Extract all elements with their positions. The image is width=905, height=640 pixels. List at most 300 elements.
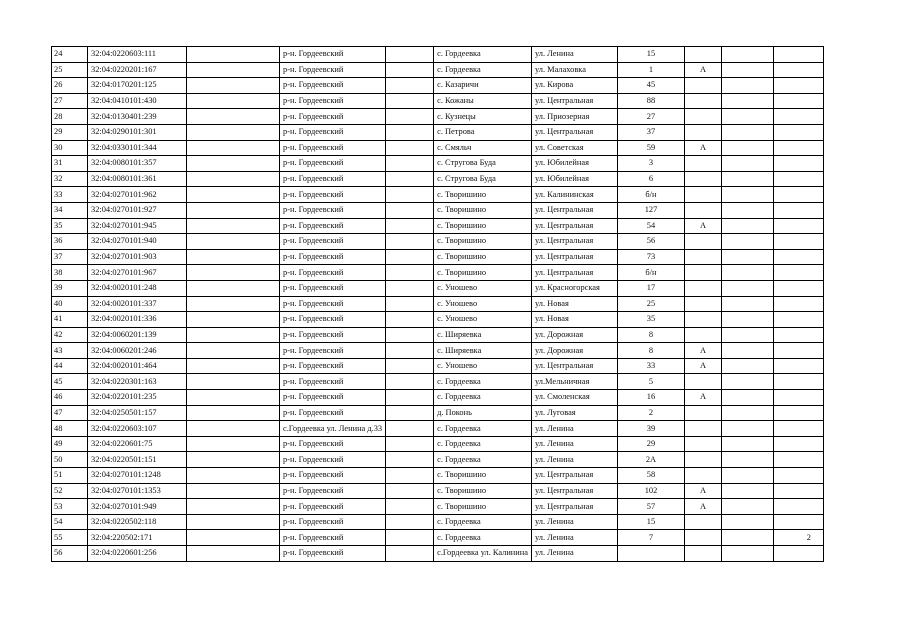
empty-cell <box>386 483 434 499</box>
building-letter-cell <box>684 202 721 218</box>
district-cell: р-н. Гордеевский <box>280 62 386 78</box>
empty-cell <box>721 202 773 218</box>
district-cell: р-н. Гордеевский <box>280 280 386 296</box>
settlement-cell: с. Уношево <box>434 358 532 374</box>
table-row <box>52 47 824 63</box>
empty-cell <box>721 468 773 484</box>
empty-cell <box>721 140 773 156</box>
extra-number-cell <box>773 187 823 203</box>
extra-number-cell <box>773 468 823 484</box>
cadastral-number-cell: 32:04:0220603:111 <box>88 47 187 63</box>
house-number-cell: 88 <box>617 93 684 109</box>
street-cell: ул. Юбилейная <box>531 156 617 172</box>
empty-cell <box>386 358 434 374</box>
row-number-cell: 37 <box>52 249 88 265</box>
empty-cell <box>187 171 280 187</box>
empty-cell <box>187 546 280 562</box>
settlement-cell: с. Стругова Буда <box>434 156 532 172</box>
empty-cell <box>386 280 434 296</box>
empty-cell <box>386 468 434 484</box>
house-number-cell: 8 <box>617 327 684 343</box>
cadastral-number-cell: 32:04:0060201:246 <box>88 343 187 359</box>
row-number-cell: 28 <box>52 109 88 125</box>
row-number-cell: 31 <box>52 156 88 172</box>
empty-cell <box>721 530 773 546</box>
empty-cell <box>386 405 434 421</box>
district-cell: р-н. Гордеевский <box>280 546 386 562</box>
empty-cell <box>721 436 773 452</box>
district-cell: р-н. Гордеевский <box>280 327 386 343</box>
district-cell: р-н. Гордеевский <box>280 312 386 328</box>
house-number-cell: 15 <box>617 514 684 530</box>
extra-number-cell <box>773 405 823 421</box>
row-number-cell: 47 <box>52 405 88 421</box>
street-cell: ул.Мельничная <box>531 374 617 390</box>
building-letter-cell <box>684 234 721 250</box>
building-letter-cell: А <box>684 483 721 499</box>
settlement-cell: с. Гордеевка <box>434 514 532 530</box>
row-number-cell: 27 <box>52 93 88 109</box>
empty-cell <box>721 47 773 63</box>
house-number-cell: 73 <box>617 249 684 265</box>
settlement-cell: с. Гордеевка <box>434 530 532 546</box>
empty-cell <box>187 249 280 265</box>
street-cell: ул. Луговая <box>531 405 617 421</box>
row-number-cell: 32 <box>52 171 88 187</box>
table-row <box>52 265 824 281</box>
building-letter-cell <box>684 312 721 328</box>
extra-number-cell <box>773 327 823 343</box>
cadastral-number-cell: 32:04:0220601:256 <box>88 546 187 562</box>
empty-cell <box>721 296 773 312</box>
street-cell: ул. Кирова <box>531 78 617 94</box>
extra-number-cell <box>773 93 823 109</box>
row-number-cell: 56 <box>52 546 88 562</box>
cadastral-number-cell: 32:04:0220502:118 <box>88 514 187 530</box>
row-number-cell: 45 <box>52 374 88 390</box>
cadastral-number-cell: 32:04:0220201:167 <box>88 62 187 78</box>
settlement-cell: с. Творишино <box>434 249 532 265</box>
extra-number-cell <box>773 483 823 499</box>
empty-cell <box>721 483 773 499</box>
empty-cell <box>721 514 773 530</box>
house-number-cell: 33 <box>617 358 684 374</box>
house-number-cell: 2 <box>617 405 684 421</box>
street-cell: ул. Центральная <box>531 218 617 234</box>
empty-cell <box>187 234 280 250</box>
extra-number-cell <box>773 280 823 296</box>
district-cell: р-н. Гордеевский <box>280 78 386 94</box>
building-letter-cell <box>684 171 721 187</box>
extra-number-cell <box>773 218 823 234</box>
cadastral-number-cell: 32:04:0410101:430 <box>88 93 187 109</box>
house-number-cell: 56 <box>617 234 684 250</box>
cadastral-number-cell: 32:04:0330101:344 <box>88 140 187 156</box>
row-number-cell: 30 <box>52 140 88 156</box>
cadastral-number-cell: 32:04:0270101:940 <box>88 234 187 250</box>
house-number-cell: 7 <box>617 530 684 546</box>
house-number-cell: 2А <box>617 452 684 468</box>
extra-number-cell <box>773 312 823 328</box>
settlement-cell: с. Гордеевка <box>434 436 532 452</box>
house-number-cell: 39 <box>617 421 684 437</box>
house-number-cell: 54 <box>617 218 684 234</box>
extra-number-cell <box>773 234 823 250</box>
building-letter-cell <box>684 405 721 421</box>
empty-cell <box>187 374 280 390</box>
table-row <box>52 390 824 406</box>
settlement-cell: с. Творишино <box>434 218 532 234</box>
building-letter-cell <box>684 468 721 484</box>
district-cell: р-н. Гордеевский <box>280 499 386 515</box>
street-cell: ул. Центральная <box>531 358 617 374</box>
empty-cell <box>721 187 773 203</box>
empty-cell <box>386 171 434 187</box>
empty-cell <box>187 78 280 94</box>
empty-cell <box>386 218 434 234</box>
building-letter-cell <box>684 546 721 562</box>
street-cell: ул. Новая <box>531 296 617 312</box>
empty-cell <box>386 124 434 140</box>
table-row <box>52 452 824 468</box>
extra-number-cell <box>773 546 823 562</box>
empty-cell <box>386 62 434 78</box>
empty-cell <box>386 421 434 437</box>
building-letter-cell <box>684 452 721 468</box>
street-cell: ул. Ленина <box>531 546 617 562</box>
cadastral-number-cell: 32:04:0060201:139 <box>88 327 187 343</box>
table-row <box>52 296 824 312</box>
settlement-cell: с.Гордеевка ул. Калинина <box>434 546 532 562</box>
settlement-cell: с. Гордеевка <box>434 62 532 78</box>
extra-number-cell <box>773 421 823 437</box>
table-row <box>52 156 824 172</box>
empty-cell <box>187 156 280 172</box>
cadastral-number-cell: 32:04:0290101:301 <box>88 124 187 140</box>
extra-number-cell <box>773 436 823 452</box>
cadastral-number-cell: 32:04:0220101:235 <box>88 390 187 406</box>
empty-cell <box>721 109 773 125</box>
district-cell: р-н. Гордеевский <box>280 468 386 484</box>
cadastral-number-cell: 32:04:0220501:151 <box>88 452 187 468</box>
district-cell: с.Гордеевка ул. Ленина д.33 <box>280 421 386 437</box>
cadastral-number-cell: 32:04:0270101:949 <box>88 499 187 515</box>
street-cell: ул. Ленина <box>531 530 617 546</box>
empty-cell <box>386 499 434 515</box>
house-number-cell: 45 <box>617 78 684 94</box>
building-letter-cell <box>684 78 721 94</box>
cadastral-number-cell: 32:04:0170201:125 <box>88 78 187 94</box>
street-cell: ул. Центральная <box>531 234 617 250</box>
empty-cell <box>187 327 280 343</box>
empty-cell <box>721 124 773 140</box>
empty-cell <box>187 499 280 515</box>
extra-number-cell <box>773 296 823 312</box>
house-number-cell: 37 <box>617 124 684 140</box>
extra-number-cell <box>773 202 823 218</box>
settlement-cell: с. Гордеевка <box>434 452 532 468</box>
district-cell: р-н. Гордеевский <box>280 296 386 312</box>
row-number-cell: 46 <box>52 390 88 406</box>
cadastral-number-cell: 32:04:0270101:927 <box>88 202 187 218</box>
cadastral-number-cell: 32:04:0270101:945 <box>88 218 187 234</box>
settlement-cell: с. Смяльч <box>434 140 532 156</box>
street-cell: ул. Смоленская <box>531 390 617 406</box>
district-cell: р-н. Гордеевский <box>280 358 386 374</box>
street-cell: ул. Малаховка <box>531 62 617 78</box>
empty-cell <box>187 265 280 281</box>
cadastral-number-cell: 32:04:0270101:962 <box>88 187 187 203</box>
empty-cell <box>187 93 280 109</box>
empty-cell <box>187 483 280 499</box>
street-cell: ул. Ленина <box>531 514 617 530</box>
row-number-cell: 35 <box>52 218 88 234</box>
building-letter-cell <box>684 327 721 343</box>
extra-number-cell <box>773 47 823 63</box>
settlement-cell: с. Гордеевка <box>434 421 532 437</box>
empty-cell <box>187 47 280 63</box>
table-row <box>52 234 824 250</box>
district-cell: р-н. Гордеевский <box>280 452 386 468</box>
empty-cell <box>187 218 280 234</box>
district-cell: р-н. Гордеевский <box>280 93 386 109</box>
empty-cell <box>187 312 280 328</box>
building-letter-cell: А <box>684 218 721 234</box>
district-cell: р-н. Гордеевский <box>280 436 386 452</box>
house-number-cell: 35 <box>617 312 684 328</box>
empty-cell <box>721 546 773 562</box>
building-letter-cell <box>684 514 721 530</box>
cadastral-number-cell: 32:04:0270101:967 <box>88 265 187 281</box>
row-number-cell: 29 <box>52 124 88 140</box>
table-row <box>52 514 824 530</box>
row-number-cell: 53 <box>52 499 88 515</box>
row-number-cell: 34 <box>52 202 88 218</box>
street-cell: ул. Красногорская <box>531 280 617 296</box>
street-cell: ул. Ленина <box>531 421 617 437</box>
row-number-cell: 38 <box>52 265 88 281</box>
table-row <box>52 187 824 203</box>
empty-cell <box>386 374 434 390</box>
address-table <box>51 46 824 562</box>
settlement-cell: с. Кожаны <box>434 93 532 109</box>
building-letter-cell: А <box>684 499 721 515</box>
building-letter-cell <box>684 187 721 203</box>
empty-cell <box>187 436 280 452</box>
settlement-cell: с. Творишино <box>434 187 532 203</box>
settlement-cell: с. Творишино <box>434 483 532 499</box>
empty-cell <box>721 452 773 468</box>
settlement-cell: с. Уношево <box>434 312 532 328</box>
cadastral-number-cell: 32:04:220502:171 <box>88 530 187 546</box>
district-cell: р-н. Гордеевский <box>280 124 386 140</box>
street-cell: ул. Центральная <box>531 265 617 281</box>
row-number-cell: 40 <box>52 296 88 312</box>
empty-cell <box>187 62 280 78</box>
cadastral-number-cell: 32:04:0020101:336 <box>88 312 187 328</box>
extra-number-cell <box>773 452 823 468</box>
cadastral-number-cell: 32:04:0020101:464 <box>88 358 187 374</box>
settlement-cell: с. Петрова <box>434 124 532 140</box>
street-cell: ул. Центральная <box>531 202 617 218</box>
row-number-cell: 41 <box>52 312 88 328</box>
empty-cell <box>187 296 280 312</box>
extra-number-cell <box>773 358 823 374</box>
house-number-cell <box>617 546 684 562</box>
building-letter-cell <box>684 296 721 312</box>
district-cell: р-н. Гордеевский <box>280 514 386 530</box>
house-number-cell: 58 <box>617 468 684 484</box>
street-cell: ул. Центральная <box>531 249 617 265</box>
cadastral-number-cell: 32:04:0130401:239 <box>88 109 187 125</box>
street-cell: ул. Новая <box>531 312 617 328</box>
cadastral-number-cell: 32:04:0220603:107 <box>88 421 187 437</box>
building-letter-cell <box>684 93 721 109</box>
extra-number-cell <box>773 343 823 359</box>
empty-cell <box>721 78 773 94</box>
table-row <box>52 62 824 78</box>
empty-cell <box>721 62 773 78</box>
empty-cell <box>721 421 773 437</box>
row-number-cell: 52 <box>52 483 88 499</box>
settlement-cell: с. Стругова Буда <box>434 171 532 187</box>
building-letter-cell: А <box>684 62 721 78</box>
extra-number-cell <box>773 374 823 390</box>
table-row <box>52 530 824 546</box>
empty-cell <box>187 468 280 484</box>
district-cell: р-н. Гордеевский <box>280 47 386 63</box>
settlement-cell: с. Гордеевка <box>434 374 532 390</box>
table-row <box>52 483 824 499</box>
extra-number-cell <box>773 514 823 530</box>
building-letter-cell <box>684 421 721 437</box>
table-row <box>52 249 824 265</box>
empty-cell <box>721 374 773 390</box>
cadastral-number-cell: 32:04:0080101:357 <box>88 156 187 172</box>
empty-cell <box>386 249 434 265</box>
cadastral-number-cell: 32:04:0020101:337 <box>88 296 187 312</box>
table-row <box>52 93 824 109</box>
empty-cell <box>386 234 434 250</box>
table-row <box>52 78 824 94</box>
district-cell: р-н. Гордеевский <box>280 390 386 406</box>
settlement-cell: с. Уношево <box>434 280 532 296</box>
empty-cell <box>721 156 773 172</box>
house-number-cell: 3 <box>617 156 684 172</box>
empty-cell <box>386 343 434 359</box>
row-number-cell: 42 <box>52 327 88 343</box>
building-letter-cell: А <box>684 358 721 374</box>
street-cell: ул. Советская <box>531 140 617 156</box>
building-letter-cell <box>684 47 721 63</box>
empty-cell <box>721 343 773 359</box>
street-cell: ул. Ленина <box>531 47 617 63</box>
table-row <box>52 327 824 343</box>
settlement-cell: с. Гордеевка <box>434 390 532 406</box>
street-cell: ул. Калининская <box>531 187 617 203</box>
row-number-cell: 48 <box>52 421 88 437</box>
empty-cell <box>386 390 434 406</box>
district-cell: р-н. Гордеевский <box>280 109 386 125</box>
empty-cell <box>187 124 280 140</box>
district-cell: р-н. Гордеевский <box>280 218 386 234</box>
house-number-cell: 5 <box>617 374 684 390</box>
empty-cell <box>187 280 280 296</box>
extra-number-cell <box>773 499 823 515</box>
street-cell: ул. Центральная <box>531 124 617 140</box>
house-number-cell: 8 <box>617 343 684 359</box>
street-cell: ул. Центральная <box>531 93 617 109</box>
district-cell: р-н. Гордеевский <box>280 249 386 265</box>
house-number-cell: 25 <box>617 296 684 312</box>
extra-number-cell <box>773 78 823 94</box>
street-cell: ул. Ленина <box>531 436 617 452</box>
building-letter-cell <box>684 280 721 296</box>
empty-cell <box>386 530 434 546</box>
cadastral-number-cell: 32:04:0080101:361 <box>88 171 187 187</box>
building-letter-cell <box>684 530 721 546</box>
district-cell: р-н. Гордеевский <box>280 530 386 546</box>
empty-cell <box>187 421 280 437</box>
district-cell: р-н. Гордеевский <box>280 265 386 281</box>
extra-number-cell <box>773 171 823 187</box>
settlement-cell: с. Творишино <box>434 499 532 515</box>
empty-cell <box>721 327 773 343</box>
building-letter-cell <box>684 249 721 265</box>
table-row <box>52 405 824 421</box>
district-cell: р-н. Гордеевский <box>280 156 386 172</box>
empty-cell <box>187 405 280 421</box>
house-number-cell: б/н <box>617 187 684 203</box>
cadastral-number-cell: 32:04:0220601:75 <box>88 436 187 452</box>
district-cell: р-н. Гордеевский <box>280 483 386 499</box>
empty-cell <box>187 140 280 156</box>
settlement-cell: с. Ширяевка <box>434 327 532 343</box>
settlement-cell: с. Творишино <box>434 202 532 218</box>
street-cell: ул. Юбилейная <box>531 171 617 187</box>
empty-cell <box>187 109 280 125</box>
empty-cell <box>721 171 773 187</box>
house-number-cell: 16 <box>617 390 684 406</box>
empty-cell <box>386 109 434 125</box>
table-row <box>52 358 824 374</box>
district-cell: р-н. Гордеевский <box>280 234 386 250</box>
cadastral-number-cell: 32:04:0020101:248 <box>88 280 187 296</box>
settlement-cell: с. Уношево <box>434 296 532 312</box>
street-cell: ул. Дорожная <box>531 343 617 359</box>
building-letter-cell <box>684 124 721 140</box>
empty-cell <box>721 249 773 265</box>
row-number-cell: 43 <box>52 343 88 359</box>
district-cell: р-н. Гордеевский <box>280 374 386 390</box>
empty-cell <box>386 265 434 281</box>
house-number-cell: 102 <box>617 483 684 499</box>
building-letter-cell: А <box>684 140 721 156</box>
settlement-cell: с. Кузнецы <box>434 109 532 125</box>
row-number-cell: 25 <box>52 62 88 78</box>
row-number-cell: 26 <box>52 78 88 94</box>
row-number-cell: 24 <box>52 47 88 63</box>
extra-number-cell <box>773 62 823 78</box>
table-row <box>52 499 824 515</box>
house-number-cell: 1 <box>617 62 684 78</box>
house-number-cell: 59 <box>617 140 684 156</box>
building-letter-cell <box>684 109 721 125</box>
district-cell: р-н. Гордеевский <box>280 140 386 156</box>
extra-number-cell <box>773 140 823 156</box>
settlement-cell: с. Гордеевка <box>434 47 532 63</box>
house-number-cell: 6 <box>617 171 684 187</box>
